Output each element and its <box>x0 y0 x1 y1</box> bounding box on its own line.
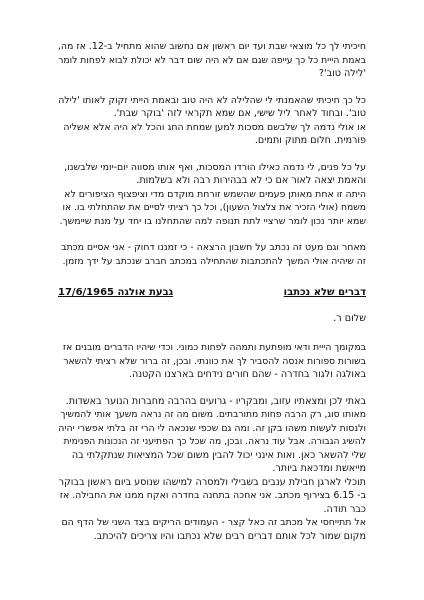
text-line: אל תתייחסי אל מכתב זה כאל קצר - העמודים הריקים בצד השני של הדף הם <box>61 517 366 528</box>
section-heading <box>58 286 366 300</box>
section-date: 17/6/1965 <box>58 287 115 298</box>
text-line: במקומך הייית ודאי מופתעת ותמהה לפחות כמוני. וכדי שיהיו הדברים מובנים אז <box>62 342 366 353</box>
text-line: תוכלי לארגן חבילת ענבים בשבילי ולמסרה למישהו שנוסע ביום ראשון בבוקר <box>58 476 366 488</box>
text-line: או אולי נדמה לך שלבשם מסכות למען שמחת החג והכל לא היה אלא אשליה <box>63 121 366 133</box>
text-line: מאחר וגם מעט זה נכתב על חשבון הרצאה - כי זמננו דחוק - אני אסיים מכתב <box>61 242 366 253</box>
text-line: ולנסות לעשות משהו בקן זה. ומה גם שכפי שנכאה לי הרי זה בלתי אפשרי יהיה <box>58 422 366 434</box>
paragraph-5 <box>58 341 366 382</box>
text-line: חיכיתי לך כל מוצאי שבת ועד יום ראשון אם נחשוב שהוא מתחיל ב-12. אז מה, <box>57 41 366 52</box>
greeting: שלום ר. <box>333 312 366 324</box>
text-line: מייאשת ומדכאת ביותר. <box>272 463 366 474</box>
paragraph-6 <box>58 395 366 544</box>
text-line: מאותו סוג, רק הרבה פחות מתורבתים. משום מה זה נראה משעך אותי להמשיך <box>60 409 366 420</box>
paragraph-4 <box>58 241 366 268</box>
text-line: על כל פנים, לי נדמה כאילו הורדו המסכות, ואף אותו מסווה יום-יומי שלבשנו, <box>64 161 366 173</box>
text-line: זה שיהיה אולי המשך להתכתבות שהתחילה במכתב חברב שנכתב על ידך מזמן. <box>62 255 366 267</box>
section-title: דברים שלא נכתבו <box>283 287 366 298</box>
paragraph-1 <box>58 40 366 81</box>
text-line: ב- 6.15 בצירוף מכתב. אני אחכה בתחנה בחדרה ואקח ממנו את החבילה. אז <box>59 490 366 501</box>
paragraph-2 <box>58 94 366 148</box>
text-line: פורמית. חלום מתוק ותמים. <box>254 135 366 146</box>
text-line: כל כך חיכיתי שהאמנתי לי שהלילה לא היה טוב ובאמת הייתי זקוק לאותו 'לילה <box>58 94 366 106</box>
text-line: שלי להשאר כאן. ואות אינני יכול להבין משום שכל המציאות שנתקלתי בה <box>71 449 366 461</box>
text-line: טוב'. ובחוד לאחר ליל שישי, אם שמא תקראי לזה 'בוקר שבת'. <box>113 108 366 119</box>
text-line: באמת הייית כל כך עייפה שגם אם לא היה שום דבר לא יכולת לבוא לפחות לומר <box>58 54 366 66</box>
text-line: באולגה ולגור בחדרה - שהם חורים נידחים בארצנו הקטנה. <box>128 369 366 380</box>
text-line: והאמת יצאה לאור אם כי לא בבהירות רבה ולא בשלמות. <box>136 175 366 186</box>
text-line: 'לילה טוב'? <box>318 68 366 79</box>
text-line: בשורות ספורות אנסה להסביר לך את כוונתי. ובכן, זה ברור שלא רציתי להשאר <box>63 355 366 367</box>
text-line: כבר תודה. <box>323 503 366 515</box>
text-line: היתה זו אחת מאותן פעמים שהשמש זורחת מוקדם מדי וציפצוף הציפורים לא <box>64 188 366 200</box>
text-line: משמח (אולי הזכיר את צלצול השעון), וכל כך רציתי לסיים את שהתחלתי בו. או <box>62 202 366 213</box>
text-line: מקום שמור לכל אותם דברים רבים שלא נכתבו והיו צריכים להיכתב. <box>93 530 366 542</box>
text-line: באתי לכן ומצאתיו עזוב, ומבקריו - גרועים בהרבה מחברות הנוער באשדות. <box>65 395 366 407</box>
text-line: שמא יותר נכון לומר שרציי לתת תנופה למה שהתחלנו בו יחד על מנת שיימשך. <box>59 215 366 227</box>
text-line: להשיג הגבורה. אבל עוד נראה. ובכן, מה שכל כך הפתיעני זה הנכונות הפנימית <box>63 436 366 447</box>
letter-body <box>58 40 366 551</box>
section-location: גבעת אולגה <box>117 287 174 298</box>
paragraph-3 <box>58 161 366 229</box>
section-location-date <box>58 286 173 300</box>
